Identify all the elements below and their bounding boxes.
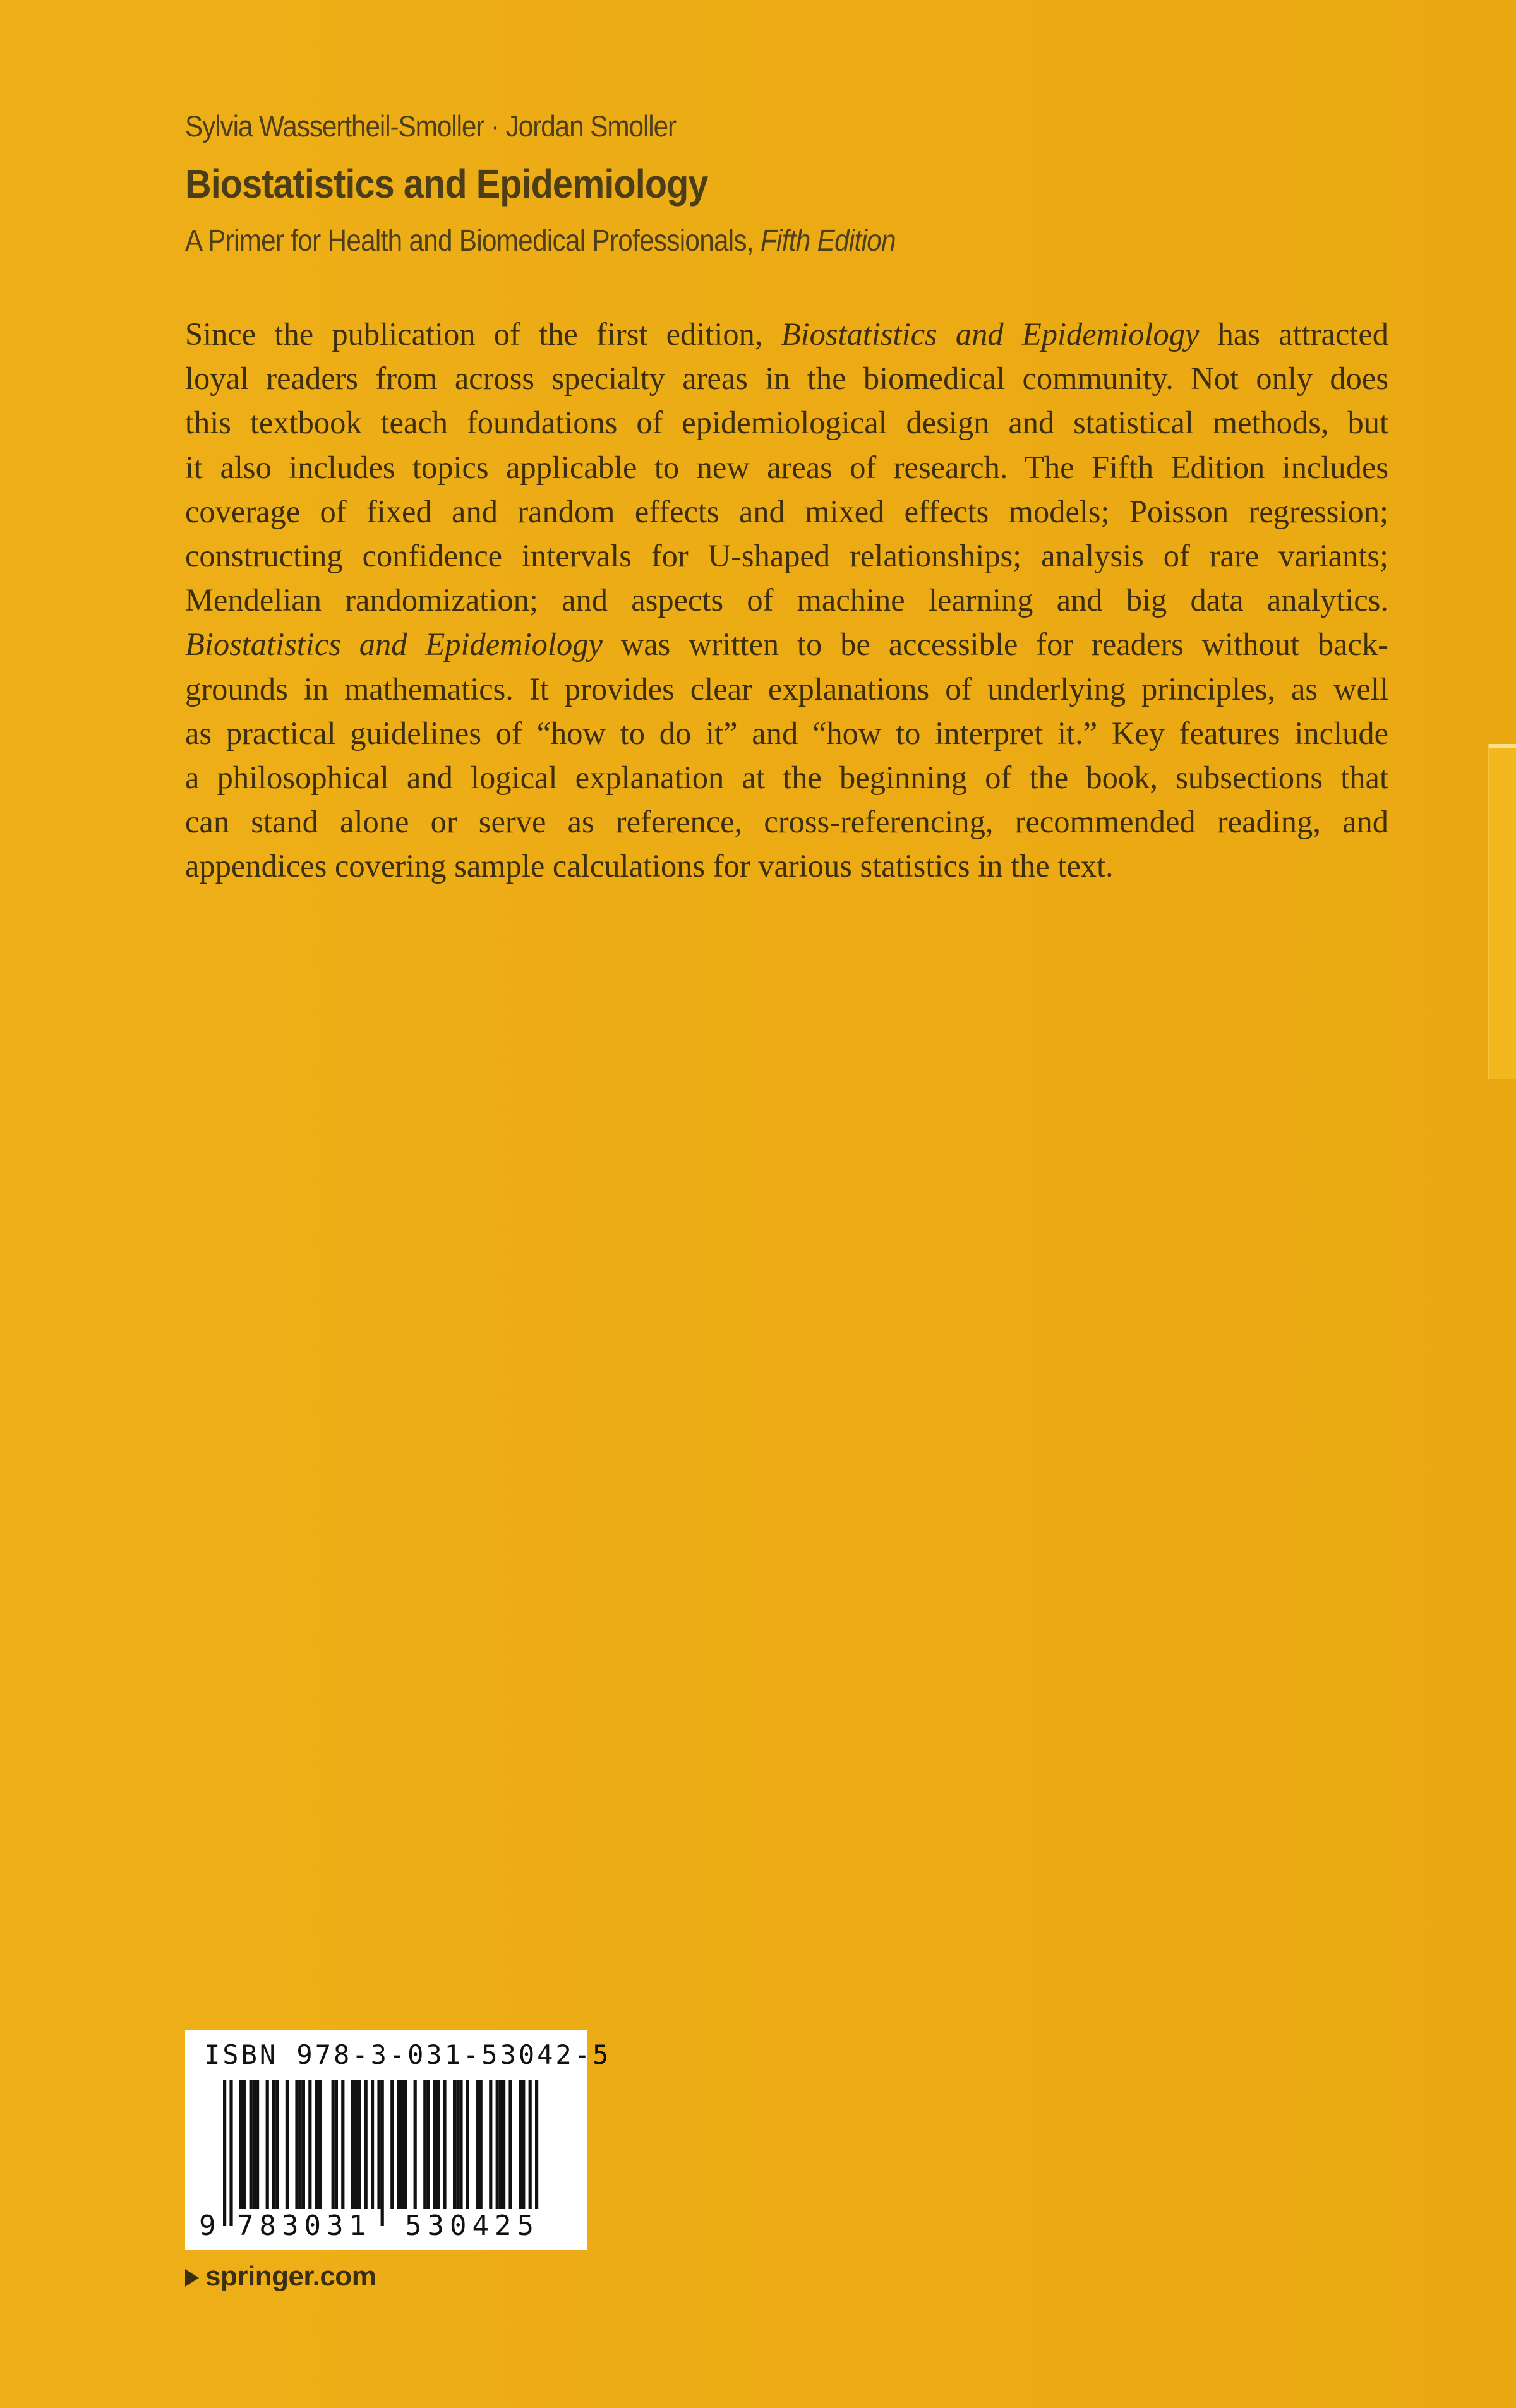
description-line: it also includes topics applicable to new areas of research. The Fifth Edition includes [185, 449, 1388, 485]
barcode-digit-first: 9 [199, 2210, 216, 2242]
barcode-bar [466, 2080, 469, 2209]
subtitle-edition: Fifth Edition [760, 224, 896, 258]
barcode-bar [496, 2080, 499, 2209]
book-subtitle [185, 224, 896, 258]
barcode-bar [308, 2080, 311, 2209]
description-line: this textbook teach foundations of epidemiological design and statistical methods, but [185, 405, 1388, 441]
play-arrow-icon [185, 2269, 199, 2287]
description-line [185, 622, 1388, 666]
barcode-bar [302, 2080, 305, 2209]
spine-edge-mark [1488, 744, 1516, 1079]
barcode-bar [275, 2080, 279, 2209]
barcode-bar [250, 2080, 253, 2209]
barcode-bar [266, 2080, 269, 2209]
barcode-bar [397, 2080, 400, 2209]
barcode-bar [332, 2080, 335, 2209]
description-line: coverage of fixed and random effects and mixed effects models; Poisson regression; [185, 493, 1388, 529]
book-description [185, 312, 1388, 888]
barcode-bar [229, 2080, 232, 2226]
barcode-bar [508, 2080, 512, 2209]
barcode-bar [341, 2080, 344, 2209]
publisher-url: springer.com [205, 2261, 376, 2292]
barcode-bar [272, 2080, 275, 2209]
barcode-bar [436, 2080, 440, 2209]
description-line: loyal readers from across specialty areas in the biomedical community. Not only does [185, 361, 1388, 397]
barcode-bar [318, 2080, 322, 2209]
description-book-title: Biostatistics and Epidemiology [781, 316, 1200, 352]
barcode-bar [253, 2080, 256, 2209]
description-line: grounds in mathematics. It provides clear explanations of underlying principles, as well [185, 671, 1388, 707]
book-authors: Sylvia Wassertheil-Smoller · Jordan Smoller [185, 109, 677, 143]
description-line: appendices covering sample calculations for various statistics in the text. [185, 848, 1114, 884]
barcode-bar [456, 2080, 459, 2209]
spine-edge-line [1489, 744, 1516, 748]
barcode-bar [433, 2080, 436, 2209]
description-line: can stand alone or serve as reference, cross-referencing, recommended reading, and [185, 804, 1388, 840]
barcode-bar [489, 2080, 492, 2209]
barcode-bar [459, 2080, 462, 2209]
barcode-bar [519, 2080, 522, 2209]
description-text: was written to be accessible for readers without back- [602, 626, 1388, 662]
description-line [185, 312, 1388, 356]
barcode-bar [529, 2080, 532, 2209]
barcode-bar [299, 2080, 302, 2209]
barcode-bar [377, 2080, 380, 2209]
publisher-link[interactable] [185, 2261, 376, 2292]
barcode-bar [390, 2080, 394, 2209]
barcode-bar [364, 2080, 368, 2209]
barcode-bar [371, 2080, 374, 2209]
description-line: constructing confidence intervals for U-shaped relationships; analysis of rare variants; [185, 537, 1388, 573]
barcode-bar [404, 2080, 407, 2209]
book-title: Biostatistics and Epidemiology [185, 161, 708, 207]
description-book-title: Biostatistics and Epidemiology [185, 626, 603, 662]
barcode-bar [502, 2080, 505, 2209]
barcode-bar [223, 2080, 226, 2226]
barcode-bar [351, 2080, 354, 2209]
barcode-bar [381, 2080, 384, 2226]
barcode-bar [443, 2080, 446, 2209]
barcode-bar [315, 2080, 318, 2209]
description-text: has attracted [1199, 316, 1389, 352]
isbn-label: ISBN 978-3-031-53042-5 [204, 2039, 611, 2070]
isbn-barcode [185, 2030, 611, 2250]
barcode-bar [335, 2080, 338, 2209]
barcode-bar [256, 2080, 259, 2209]
barcode-bar [535, 2080, 538, 2209]
barcode-bar [286, 2080, 289, 2209]
barcode-bar [476, 2080, 479, 2209]
barcode-bar [400, 2080, 404, 2209]
barcode-bar [243, 2080, 246, 2209]
barcode-bar [354, 2080, 358, 2209]
barcode-bar [522, 2080, 525, 2209]
barcode-bar [453, 2080, 456, 2209]
subtitle-main: A Primer for Health and Biomedical Professionals, [185, 224, 761, 258]
barcode-bar [423, 2080, 426, 2209]
barcode-bar [479, 2080, 483, 2209]
description-line: as practical guidelines of “how to do it” and “how to interpret it.” Key features include [185, 715, 1388, 751]
barcode-bar [295, 2080, 298, 2209]
barcode-bar [426, 2080, 430, 2209]
description-text: Since the publication of the first edition, [185, 316, 781, 352]
description-line: a philosophical and logical explanation at the beginning of the book, subsections that [185, 759, 1388, 795]
description-line: Mendelian randomization; and aspects of machine learning and big data analytics. [185, 582, 1388, 618]
barcode-digits-right: 530425 [405, 2210, 539, 2242]
barcode-bar [239, 2080, 243, 2209]
barcode-digits-left: 783031 [237, 2210, 371, 2242]
barcode-bar [499, 2080, 502, 2209]
barcode-bar [358, 2080, 361, 2209]
barcode-bar [414, 2080, 417, 2209]
